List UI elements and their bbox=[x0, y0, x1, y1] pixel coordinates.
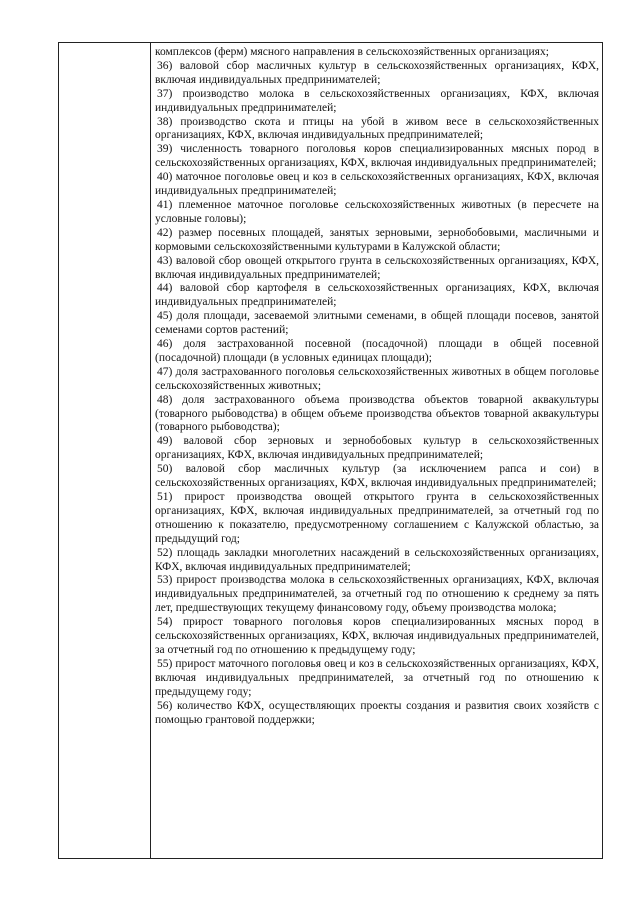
list-item: 56) количество КФХ, осуществляющих проекты создания и развития своих хозяйств с помощью грантовой поддержки; bbox=[155, 699, 599, 726]
list-item: 39) численность товарного поголовья коров специализированных мясных пород в сельскохозяйственных организациях, КФХ, включая индивидуальных предпринимателей; bbox=[155, 143, 599, 170]
list-item: 38) производство скота и птицы на убой в живом весе в сельскохозяйственных организациях, КФХ, включая индивидуальных предпринимателей; bbox=[155, 115, 599, 142]
list-item: 45) доля площади, засеваемой элитными семенами, в общей площади посевов, занятой семенами сортов растений; bbox=[155, 310, 599, 337]
table-text-cell bbox=[155, 46, 599, 727]
list-item: 49) валовой сбор зерновых и зернобобовых культур в сельскохозяйственных организациях, КФХ, включая индивидуальных предпринимателей; bbox=[155, 435, 599, 462]
list-item: 43) валовой сбор овощей открытого грунта в сельскохозяйственных организациях, КФХ, включая индивидуальных предпринимателей; bbox=[155, 254, 599, 281]
list-item: 52) площадь закладки многолетних насаждений в сельскохозяйственных организациях, КФХ, включая индивидуальных предпринимателей; bbox=[155, 546, 599, 573]
list-item: 48) доля застрахованного объема производства объектов товарной аквакультуры (товарного рыбоводства) в общем объеме производства объектов товарной аквакультуры (товарного рыбоводства); bbox=[155, 393, 599, 434]
list-item: 47) доля застрахованного поголовья сельскохозяйственных животных в общем поголовье сельскохозяйственных животных; bbox=[155, 365, 599, 392]
list-item: 36) валовой сбор масличных культур в сельскохозяйственных организациях, КФХ, включая индивидуальных предпринимателей; bbox=[155, 59, 599, 86]
list-item: 41) племенное маточное поголовье сельскохозяйственных животных (в пересчете на условные головы); bbox=[155, 198, 599, 225]
list-item: 55) прирост маточного поголовья овец и коз в сельскохозяйственных организациях, КФХ, включая индивидуальных предпринимателей, за отчетный год по отношению к предыдущему году; bbox=[155, 657, 599, 698]
list-item: 40) маточное поголовье овец и коз в сельскохозяйственных организациях, КФХ, включая индивидуальных предпринимателей; bbox=[155, 171, 599, 198]
list-item: 42) размер посевных площадей, занятых зерновыми, зернобобовыми, масличными и кормовыми сельскохозяйственными культурами в Калужской области; bbox=[155, 226, 599, 253]
list-item: 51) прирост производства овощей открытого грунта в сельскохозяйственных организациях, КФХ, включая индивидуальных предпринимателей, за отчетный год по отношению к показателю, предусмотренному соглашением с Калужской областью, за предыдущий год; bbox=[155, 491, 599, 545]
list-item: 44) валовой сбор картофеля в сельскохозяйственных организациях, КФХ, включая индивидуальных предпринимателей; bbox=[155, 282, 599, 309]
column-divider bbox=[150, 42, 151, 859]
list-item: 53) прирост производства молока в сельскохозяйственных организациях, КФХ, включая индивидуальных предпринимателей, за отчетный год по отношению к среднему за пять лет, предшествующих текущему финансовому году, объему производства молока; bbox=[155, 574, 599, 615]
list-item: комплексов (ферм) мясного направления в сельскохозяйственных организациях; bbox=[155, 46, 549, 58]
list-item: 50) валовой сбор масличных культур (за исключением рапса и сои) в сельскохозяйственных организациях, КФХ, включая индивидуальных предпринимателей; bbox=[155, 463, 599, 490]
list-item: 54) прирост товарного поголовья коров специализированных мясных пород в сельскохозяйственных организациях, КФХ, включая индивидуальных предпринимателей, за отчетный год по отношению к предыдущему году; bbox=[155, 616, 599, 656]
list-item: 46) доля застрахованной посевной (посадочной) площади в общей посевной (посадочной) площади (в условных единицах площади); bbox=[155, 338, 599, 364]
list-item: 37) производство молока в сельскохозяйственных организациях, КФХ, включая индивидуальных предпринимателей; bbox=[155, 87, 599, 114]
